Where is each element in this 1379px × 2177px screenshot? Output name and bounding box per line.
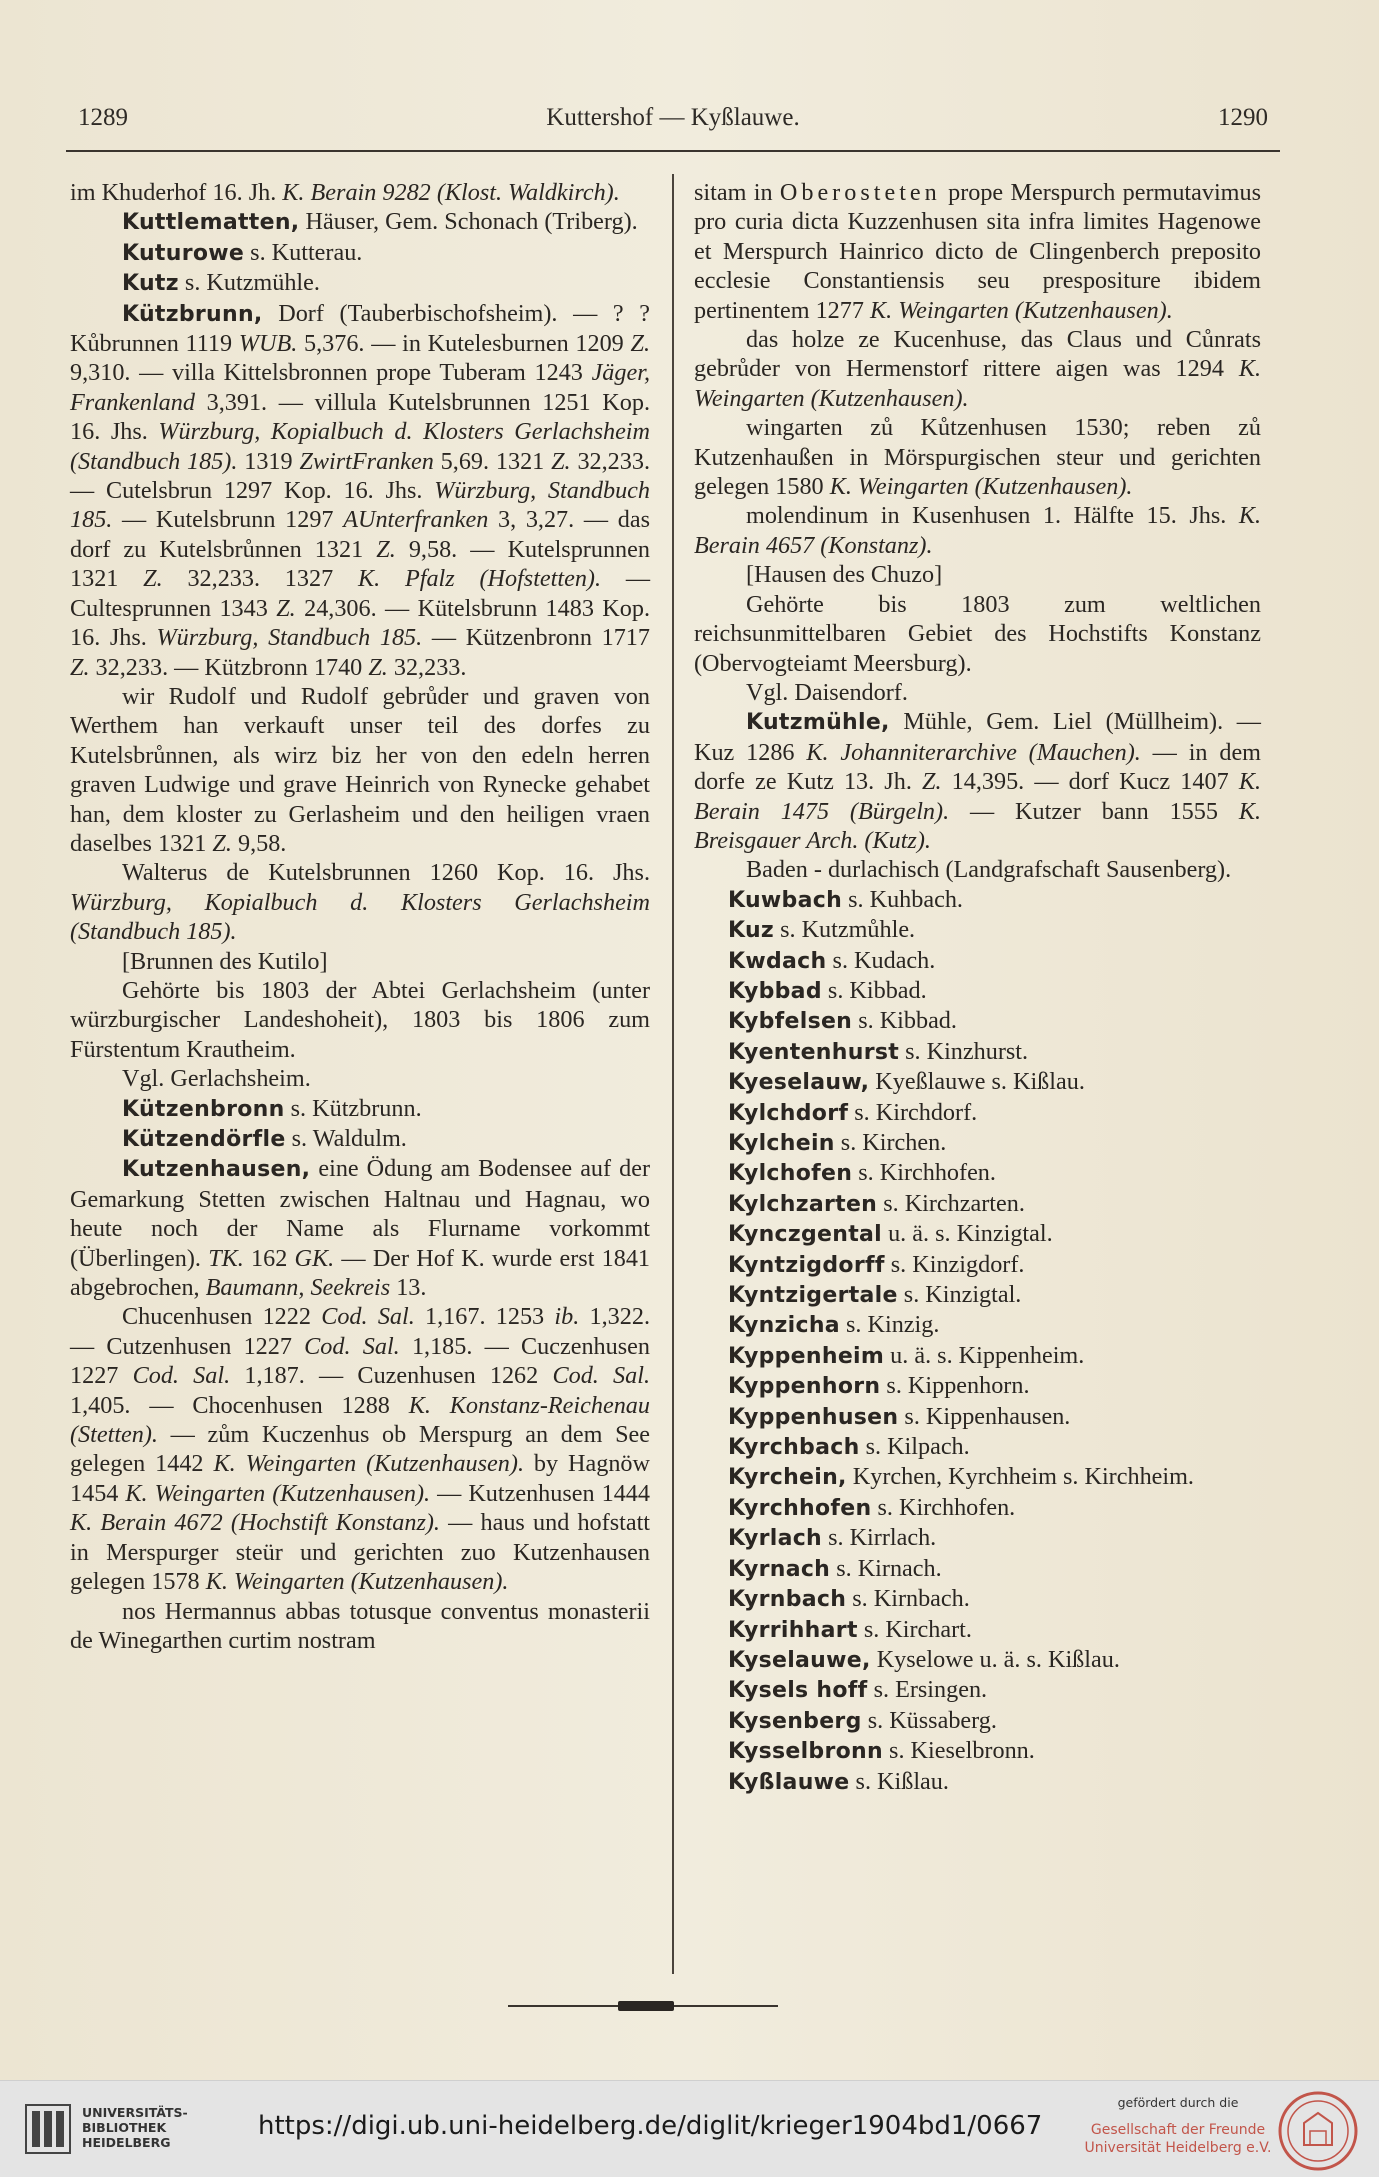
- entry-text: [Hausen des Chuzo]: [746, 561, 943, 589]
- entry-paragraph: [694, 678, 1261, 707]
- entry-text: eine Ödung am Bodensee auf der Gemarkung Stetten zwischen Haltnau und Hagnau, wo heute noch der Name als Flurname vorkommt (Überlingen).: [70, 1155, 650, 1272]
- entry-paragraph: [694, 501, 1261, 560]
- entry-text: Mühle, Gem. Liel (Müllheim). — Kuz 1286: [694, 708, 1261, 766]
- running-title: Kuttershof — Kyßlauwe.: [546, 104, 800, 131]
- entry-text: K. Weingarten (Kutzenhausen).: [213, 1450, 524, 1478]
- entry-text: Häuser, Gem. Schonach (Triberg).: [299, 208, 638, 236]
- entry-headword: Kutzmühle,: [746, 710, 890, 736]
- entry-text: wir Rudolf und Rudolf gebrůder und graven von Werthem han verkauft unser teil des dorfes zu Kutelsbrůnnen, als wirz biz her von den edeln herren graven Ludwige und grave Heinrich von Rynecke gehabet han, dem kloster zu Gerlasheim und den heiligen vraen daselbes 1321: [70, 682, 650, 857]
- entry-paragraph: [70, 682, 650, 858]
- entry-text: Chucenhusen 1222: [122, 1303, 322, 1331]
- entry-paragraph: [694, 1462, 1261, 1492]
- entry-headword: Kwdach: [728, 948, 827, 974]
- entry-text: s. Ersingen.: [867, 1676, 988, 1704]
- entry-text: Cod. Sal.: [304, 1332, 400, 1360]
- entry-text: 3, 3,27. — das dorf zu Kutelsbrůnnen 1321: [70, 506, 650, 563]
- entry-text: 14,395. — dorf Kucz 1407: [941, 768, 1239, 796]
- entry-text: — Cultesprunnen 1343: [70, 565, 651, 622]
- entry-paragraph: [694, 1736, 1261, 1766]
- entry-text: s. Kirchdorf.: [848, 1098, 978, 1126]
- entry-headword: Kyentenhurst: [728, 1039, 900, 1065]
- entry-text: Walterus de Kutelsbrunnen 1260 Kop. 16. Jhs.: [122, 859, 650, 887]
- page-number-right: 1290: [1218, 104, 1268, 131]
- page-header: [78, 104, 1268, 144]
- entry-text: s. Kudach.: [826, 946, 936, 974]
- entry-text: Oberosteten: [779, 179, 941, 206]
- entry-text: K. Berain 1475 (Bürgeln).: [694, 768, 1261, 825]
- entry-paragraph: [694, 1341, 1261, 1371]
- entry-text: s. Kilpach.: [859, 1433, 970, 1461]
- entry-paragraph: [70, 1094, 650, 1124]
- entry-text: K. Johanniterarchive (Mauchen).: [806, 738, 1141, 766]
- entry-paragraph: [70, 1154, 650, 1302]
- entry-text: K. Weingarten (Kutzenhausen).: [829, 473, 1133, 501]
- university-name: UNIVERSITÄTS- BIBLIOTHEK HEIDELBERG: [82, 2105, 188, 2150]
- entry-text: Z.: [276, 594, 296, 622]
- entry-headword: Kyselauwe,: [728, 1647, 871, 1673]
- entry-text: K. Weingarten (Kutzenhausen).: [205, 1568, 509, 1596]
- entry-paragraph: [694, 915, 1261, 945]
- entry-paragraph: [694, 1280, 1261, 1310]
- entry-headword: Kyppenhusen: [728, 1404, 899, 1430]
- entry-paragraph: [70, 1064, 650, 1093]
- entry-text: 1,322. — Cutzenhusen 1227: [70, 1303, 650, 1360]
- entry-headword: Kützbrunn,: [122, 301, 263, 327]
- entry-text: s. Küssaberg.: [861, 1706, 997, 1734]
- entry-text: Z.: [922, 768, 942, 796]
- entry-text: Vgl. Gerlachsheim.: [122, 1065, 311, 1093]
- entry-text: wingarten zů Kůtzenhusen 1530; reben zů Kutzenhaußen in Mörspurgischen steur und gerichten gelegen 1580: [694, 414, 1261, 501]
- entry-text: — Kutzer bann 1555: [949, 797, 1239, 825]
- entry-text: s. Kieselbronn.: [882, 1737, 1035, 1765]
- entry-text: molendinum in Kusenhusen 1. Hälfte 15. Jhs.: [746, 502, 1239, 530]
- entry-paragraph: [694, 855, 1261, 884]
- entry-text: Cod. Sal.: [552, 1362, 651, 1390]
- entry-headword: Kuz: [728, 918, 775, 944]
- entry-text: 9,58. — Kutelsprunnen 1321: [70, 535, 650, 593]
- entry-text: u. ä. s. Kippenheim.: [884, 1341, 1085, 1369]
- entry-paragraph: [694, 1402, 1261, 1432]
- entry-headword: Kyrchbach: [728, 1435, 860, 1461]
- entry-headword: Kynczgental: [728, 1222, 883, 1248]
- entry-paragraph: [694, 1554, 1261, 1584]
- entry-text: Kyselowe u. ä. s. Kißlau.: [870, 1645, 1120, 1673]
- entry-text: Z.: [368, 653, 388, 681]
- entry-text: 1,167. 1253: [414, 1303, 555, 1331]
- entry-paragraph: [70, 268, 650, 298]
- entry-headword: Kyrlach: [728, 1526, 823, 1552]
- viewer-footer: [0, 2080, 1379, 2177]
- entry-text: — Kutelsbrunn 1297: [112, 506, 344, 534]
- entry-text: K. Konstanz-Reichenau (Stetten).: [70, 1391, 650, 1449]
- entry-paragraph: [70, 1302, 650, 1596]
- entry-text: Z.: [70, 653, 90, 681]
- entry-text: by Hagnöw 1454: [70, 1450, 650, 1507]
- entry-paragraph: [694, 1706, 1261, 1736]
- entry-text: [Brunnen des Kutilo]: [122, 947, 328, 975]
- entry-paragraph: [694, 1189, 1261, 1219]
- entry-text: s. Kirchart.: [857, 1615, 972, 1643]
- entry-text: s. Kirnbach.: [846, 1585, 970, 1613]
- entry-text: s. Kirnach.: [830, 1554, 942, 1582]
- entry-headword: Kysselbronn: [728, 1739, 883, 1765]
- entry-text: 32,233. — Cutelsbrun 1297 Kop. 16. Jhs.: [70, 447, 651, 505]
- entry-paragraph: [694, 1523, 1261, 1553]
- entry-text: — zům Kuczenhus ob Merspurg an dem See gelegen 1442: [70, 1421, 650, 1478]
- entry-text: Z.: [551, 447, 571, 475]
- entry-paragraph: [694, 560, 1261, 589]
- entry-text: s. Kippenhausen.: [898, 1402, 1071, 1430]
- end-ornament: [508, 2001, 778, 2011]
- entry-text: s. Kutzmühle.: [178, 269, 320, 297]
- entry-headword: Kyrnach: [728, 1556, 831, 1582]
- entry-headword: Kutzenhausen,: [122, 1157, 311, 1183]
- entry-paragraph: [694, 1493, 1261, 1523]
- university-library-logo-icon[interactable]: [22, 2101, 74, 2157]
- entry-text: s. Kibbad.: [821, 976, 927, 1004]
- entry-headword: Kutz: [122, 271, 179, 297]
- entry-text: 32,233.: [387, 653, 467, 681]
- entry-paragraph: [694, 1371, 1261, 1401]
- entry-paragraph: [70, 178, 650, 207]
- entry-paragraph: [694, 413, 1261, 501]
- entry-paragraph: [694, 1006, 1261, 1036]
- entry-text: Kyeßlauwe s. Kißlau.: [869, 1068, 1085, 1096]
- permalink-url[interactable]: https://digi.ub.uni-heidelberg.de/diglit/krieger1904bd1/0667: [258, 2111, 1043, 2141]
- entry-headword: Kynzicha: [728, 1313, 840, 1339]
- entry-headword: Kylchdorf: [728, 1100, 849, 1126]
- entry-text: s. Kinzigtal.: [897, 1281, 1022, 1309]
- entry-text: s. Kinzigdorf.: [884, 1250, 1025, 1278]
- entry-text: Z.: [376, 535, 396, 563]
- entry-headword: Kylchofen: [728, 1161, 853, 1187]
- entry-text: prope Merspurch permutavimus pro curia dicta Kuzzenhusen sita infra limites Hagenowe et Merspurch Hainrico dicto de Clingenberch preposito ecclesie Constantiensis seu prespositure ibidem pertinentem 1277: [694, 179, 1262, 324]
- entry-paragraph: [70, 299, 650, 682]
- entry-text: — Der Hof K. wurde erst 1841 abgebrochen,: [70, 1244, 651, 1302]
- entry-headword: Kyßlauwe: [728, 1769, 850, 1795]
- entry-paragraph: [694, 946, 1261, 976]
- entry-paragraph: [70, 207, 650, 237]
- entry-paragraph: [694, 1615, 1261, 1645]
- entry-text: u. ä. s. Kinzigtal.: [882, 1220, 1053, 1248]
- entry-text: s. Kinzig.: [839, 1311, 940, 1339]
- society-name[interactable]: Gesellschaft der Freunde Universität Heidelberg e.V.: [1084, 2122, 1272, 2156]
- entry-text: Z.: [630, 330, 650, 358]
- entry-paragraph: [70, 238, 650, 268]
- entry-paragraph: [694, 1250, 1261, 1280]
- entry-headword: Kyrnbach: [728, 1587, 847, 1613]
- entry-paragraph: [70, 1597, 650, 1656]
- entry-text: s. Kirchen.: [834, 1129, 947, 1156]
- entry-text: 5,376. — in Kutelesburnen 1209: [297, 330, 631, 358]
- entry-text: — in dem dorfe ze Kutz 13. Jh.: [694, 738, 1261, 796]
- entry-headword: Kyntzigdorff: [728, 1252, 885, 1278]
- entry-text: Gehörte bis 1803 der Abtei Gerlachsheim (unter würzburgischer Landeshoheit), 1803 bis 1806 zum Fürstentum Krautheim.: [70, 976, 650, 1063]
- entry-text: K. Pfalz (Hofstetten).: [357, 565, 602, 593]
- entry-paragraph: [694, 1067, 1261, 1097]
- entry-text: — haus und hofstatt in Merspurger steür und gerichten zuo Kutzenhausen gelegen 1578: [70, 1509, 651, 1596]
- entry-paragraph: [694, 1645, 1261, 1675]
- entry-paragraph: [694, 885, 1261, 915]
- entry-text: 9,310. — villa Kittelsbronnen prope Tuberam 1243: [70, 359, 592, 387]
- entry-text: s. Kuhbach.: [842, 885, 963, 913]
- entry-text: 162: [243, 1244, 295, 1272]
- entry-headword: Kuttlematten,: [122, 210, 300, 236]
- entry-text: ib.: [554, 1303, 580, 1331]
- entry-paragraph: [70, 1124, 650, 1154]
- entry-headword: Kybbad: [728, 978, 822, 1004]
- entry-text: Dorf (Tauberbischofsheim). — ? ? Kůbrunnen 1119: [70, 299, 650, 358]
- entry-text: Würzburg, Kopialbuch d. Klosters Gerlachsheim (Standbuch 185).: [70, 888, 650, 946]
- entry-text: Baumann, Seekreis: [205, 1274, 391, 1302]
- entry-paragraph: [694, 976, 1261, 1006]
- entry-headword: Kylchein: [728, 1131, 835, 1156]
- entry-text: im Khuderhof 16. Jh.: [70, 179, 283, 206]
- entry-text: Jäger, Frankenland: [70, 359, 650, 416]
- entry-text: s. Kutzmůhle.: [774, 916, 916, 944]
- entry-paragraph: [694, 590, 1261, 678]
- entry-headword: Kyrchein,: [728, 1465, 847, 1491]
- entry-headword: Kyppenheim: [728, 1343, 885, 1369]
- entry-text: s. Kinzhurst.: [899, 1037, 1029, 1065]
- entry-headword: Kyeselauw,: [728, 1070, 870, 1096]
- entry-text: — Kützenbronn 1717: [422, 624, 650, 652]
- left-column: [70, 178, 650, 1655]
- entry-text: GK.: [294, 1244, 335, 1272]
- entry-headword: Kyppenhorn: [728, 1374, 881, 1400]
- entry-text: s. Kirchzarten.: [877, 1189, 1025, 1217]
- entry-paragraph: [694, 1432, 1261, 1462]
- entry-text: Cod. Sal.: [321, 1303, 415, 1331]
- entry-text: 5,69. 1321: [433, 447, 552, 475]
- entry-text: 24,306. — Kütelsbrunn 1483 Kop. 16. Jhs.: [70, 594, 651, 652]
- entry-paragraph: [694, 1158, 1261, 1188]
- entry-text: sitam in: [694, 179, 780, 206]
- entry-text: K. Berain 4672 (Hochstift Konstanz).: [70, 1509, 440, 1537]
- entry-paragraph: [694, 1098, 1261, 1128]
- entry-paragraph: [694, 1037, 1261, 1067]
- entry-paragraph: [694, 1675, 1261, 1705]
- entry-text: ZwirtFranken: [299, 447, 434, 475]
- column-divider: [672, 174, 674, 1974]
- entry-text: 1,185. — Cuczenhusen 1227: [70, 1332, 650, 1390]
- entry-text: Würzburg, Kopialbuch d. Klosters Gerlachsheim (Standbuch 185).: [70, 418, 650, 475]
- entry-paragraph: [694, 1310, 1261, 1340]
- entry-headword: Kützenbronn: [122, 1096, 285, 1122]
- entry-text: 9,58.: [231, 829, 287, 857]
- entry-text: Kyrchen, Kyrchheim s. Kirchheim.: [846, 1463, 1194, 1491]
- page-number-left: 1289: [78, 104, 128, 131]
- entry-text: Cod. Sal.: [132, 1362, 231, 1390]
- entry-paragraph: [694, 325, 1261, 413]
- entry-paragraph: [694, 1128, 1261, 1158]
- entry-headword: Kylchzarten: [728, 1191, 878, 1217]
- entry-text: s. Waldulm.: [285, 1125, 407, 1152]
- entry-text: s. Kirchhofen.: [871, 1493, 1016, 1521]
- entry-text: K. Berain 9282 (Klost. Waldkirch).: [282, 179, 620, 206]
- entry-text: nos Hermannus abbas totusque conventus monasterii de Winegarthen curtim nostram: [70, 1597, 650, 1654]
- entry-text: K. Breisgauer Arch. (Kutz).: [694, 797, 1262, 854]
- entry-paragraph: [694, 1767, 1261, 1797]
- entry-paragraph: [70, 858, 650, 946]
- entry-headword: Kuwbach: [728, 887, 843, 913]
- entry-text: WUB.: [238, 330, 298, 358]
- entry-headword: Kützendörfle: [122, 1127, 286, 1152]
- entry-text: K. Berain 4657 (Konstanz).: [694, 502, 1261, 559]
- entry-text: s. Kirrlach.: [822, 1524, 937, 1552]
- entry-text: Baden - durlachisch (Landgrafschaft Sausenberg).: [746, 856, 1232, 884]
- entry-text: 13.: [390, 1274, 427, 1302]
- entry-text: Gehörte bis 1803 zum weltlichen reichsunmittelbaren Gebiet des Hochstifts Konstanz (Obervogteiamt Meersburg).: [694, 590, 1261, 677]
- entry-text: K. Weingarten (Kutzenhausen).: [870, 296, 1173, 324]
- entry-text: — Kutzenhusen 1444: [430, 1479, 650, 1507]
- sponsor-label: gefördert durch die: [1117, 2095, 1239, 2110]
- entry-paragraph: [70, 947, 650, 976]
- entry-text: TK.: [208, 1244, 244, 1272]
- entry-text: s. Kirchhofen.: [852, 1159, 996, 1187]
- university-seal-icon: [1276, 2089, 1360, 2173]
- entry-text: s. Kippenhorn.: [880, 1372, 1030, 1400]
- entry-text: 3,391. — villula Kutelsbrunnen 1251 Kop. 16. Jhs.: [70, 388, 650, 446]
- entry-text: Z.: [212, 829, 232, 857]
- entry-paragraph: [70, 976, 650, 1064]
- entry-text: AUnterfranken: [343, 506, 489, 534]
- entry-headword: Kyntzigertale: [728, 1283, 898, 1309]
- right-column: [694, 178, 1261, 1797]
- entry-text: 1319: [237, 447, 300, 475]
- entry-headword: Kysenberg: [728, 1708, 862, 1734]
- entry-paragraph: [694, 178, 1261, 325]
- entry-text: Würzburg, Standbuch 185.: [70, 477, 650, 534]
- entry-text: Würzburg, Standbuch 185.: [156, 624, 423, 652]
- entry-headword: Kuturowe: [122, 240, 245, 266]
- entry-text: s. Kißlau.: [849, 1767, 949, 1795]
- entry-text: 32,233. — Kützbronn 1740: [89, 653, 369, 681]
- entry-paragraph: [694, 1219, 1261, 1249]
- entry-text: das holze ze Kucenhuse, das Claus und Cůnrats gebrůder von Hermenstorf rittere aigen was 1294: [694, 326, 1261, 383]
- entry-text: s. Kutterau.: [244, 238, 363, 266]
- entry-headword: Kyrrihhart: [728, 1617, 858, 1643]
- entry-text: Vgl. Daisendorf.: [746, 678, 908, 706]
- entry-text: 1,187. — Cuzenhusen 1262: [230, 1362, 553, 1390]
- entry-text: s. Kibbad.: [852, 1007, 957, 1035]
- entry-text: K. Weingarten (Kutzenhausen).: [694, 355, 1261, 412]
- entry-paragraph: [694, 707, 1261, 855]
- entry-paragraph: [694, 1584, 1261, 1614]
- entry-text: s. Kützbrunn.: [284, 1094, 422, 1122]
- entry-text: 32,233. 1327: [162, 565, 358, 593]
- entry-headword: Kyrchhofen: [728, 1495, 872, 1521]
- entry-text: 1,405. — Chocenhusen 1288: [70, 1391, 409, 1419]
- entry-text: K. Weingarten (Kutzenhausen).: [125, 1479, 431, 1507]
- entry-headword: Kysels hoff: [728, 1678, 868, 1704]
- entry-text: Z.: [143, 565, 163, 593]
- entry-headword: Kybfelsen: [728, 1009, 853, 1035]
- header-rule: [66, 150, 1280, 152]
